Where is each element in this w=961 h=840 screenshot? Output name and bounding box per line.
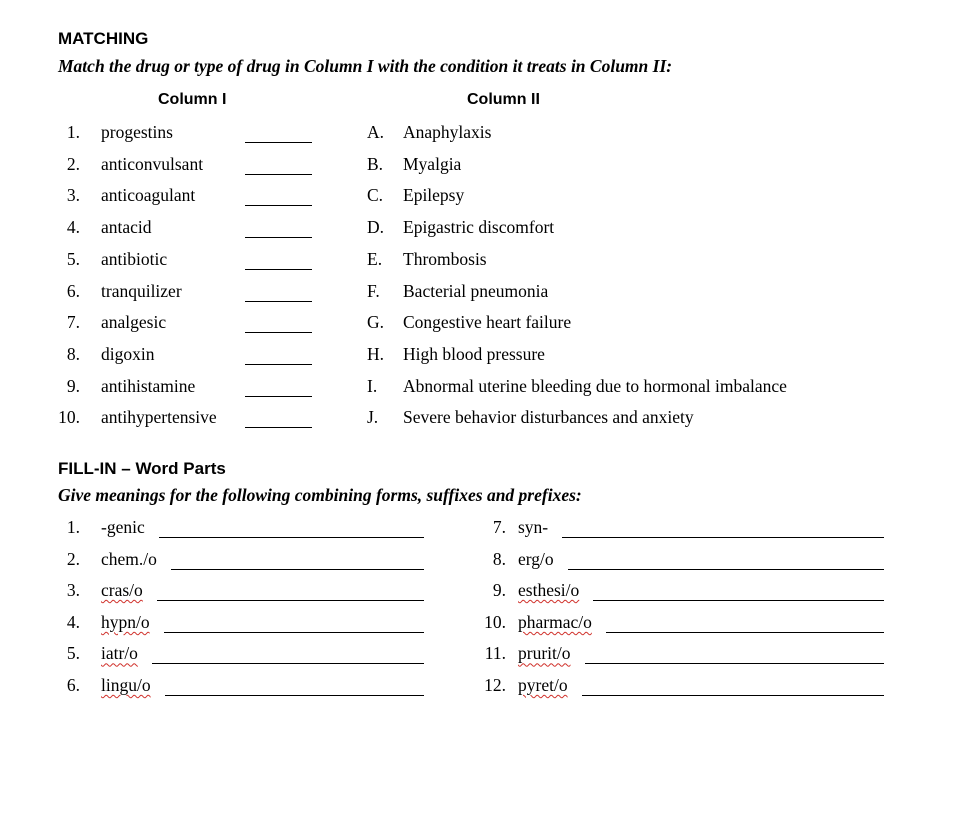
fillin-left-number: 3. <box>66 580 80 601</box>
fillin-right-term: pharmac/o <box>518 611 592 632</box>
column-2-header: Column II <box>467 91 540 108</box>
fillin-right-term: syn- <box>518 517 549 537</box>
column-1-item-text: digoxin <box>101 343 155 364</box>
column-1-item-number: 8. <box>66 343 80 364</box>
column-2-item-letter: J. <box>367 407 379 428</box>
column-1-item-number: 1. <box>66 122 80 142</box>
fillin-right-number: 12. <box>484 675 506 695</box>
meaning-blank[interactable] <box>152 663 424 664</box>
column-1-item-text: anticonvulsant <box>101 153 204 174</box>
column-2-item-text: Abnormal uterine bleeding due to hormonal imbalance <box>403 375 787 396</box>
meaning-blank[interactable] <box>562 537 884 538</box>
answer-blank[interactable] <box>245 205 312 206</box>
column-1-item-number: 9. <box>66 375 80 396</box>
answer-blank[interactable] <box>245 427 312 428</box>
column-2-item-text: Severe behavior disturbances and anxiety <box>403 407 694 428</box>
answer-blank[interactable] <box>245 396 312 397</box>
column-2-item-letter: C. <box>367 185 384 206</box>
column-1-item-text: antibiotic <box>101 248 168 269</box>
answer-blank[interactable] <box>245 269 312 270</box>
column-1-item-text: anticoagulant <box>101 185 196 206</box>
meaning-blank[interactable] <box>157 600 424 601</box>
column-1-item-text: tranquilizer <box>101 280 182 301</box>
column-1-item-number: 6. <box>66 280 80 301</box>
meaning-blank[interactable] <box>159 537 424 538</box>
answer-blank[interactable] <box>245 301 312 302</box>
fillin-instruction: Give meanings for the following combining forms, suffixes and prefixes: <box>58 485 582 505</box>
fillin-right-number: 9. <box>492 580 506 601</box>
column-2-item-letter: A. <box>367 122 385 142</box>
fillin-heading: FILL-IN – Word Parts <box>58 459 226 478</box>
column-2-item-text: Anaphylaxis <box>403 122 492 142</box>
column-1-item-text: progestins <box>101 122 173 142</box>
column-2-item-letter: H. <box>367 343 385 364</box>
column-2-item-text: Bacterial pneumonia <box>403 280 549 301</box>
answer-blank[interactable] <box>245 142 312 143</box>
column-2-item-letter: G. <box>367 312 385 333</box>
column-2-item-text: Myalgia <box>403 153 462 174</box>
column-1-item-number: 4. <box>66 217 80 238</box>
matching-instruction: Match the drug or type of drug in Column I with the condition it treats in Column II: <box>58 56 673 76</box>
column-2-item-text: Epigastric discomfort <box>403 217 555 238</box>
column-1-item-number: 5. <box>66 248 80 269</box>
fillin-left-term: hypn/o <box>101 611 150 632</box>
meaning-blank[interactable] <box>582 695 884 696</box>
fillin-left-term: chem./o <box>101 548 157 569</box>
column-2-item-text: Congestive heart failure <box>403 312 572 333</box>
answer-blank[interactable] <box>245 364 312 365</box>
column-1-item-text: antihistamine <box>101 375 196 396</box>
column-1-item-text: antihypertensive <box>101 407 217 428</box>
fillin-left-number: 2. <box>66 548 80 569</box>
column-2-item-text: Thrombosis <box>403 248 487 269</box>
fillin-left-number: 5. <box>66 643 80 664</box>
fillin-right-number: 7. <box>492 517 506 537</box>
answer-blank[interactable] <box>245 332 312 333</box>
fillin-left-term: cras/o <box>101 580 143 601</box>
meaning-blank[interactable] <box>585 663 884 664</box>
column-1-item-number: 10. <box>58 407 80 428</box>
answer-blank[interactable] <box>245 174 312 175</box>
fillin-right-term: erg/o <box>518 548 554 569</box>
matching-heading: MATCHING <box>58 29 149 48</box>
column-2-item-text: Epilepsy <box>403 185 465 206</box>
fillin-left-term: -genic <box>101 517 145 537</box>
fillin-left-term: iatr/o <box>101 643 138 664</box>
meaning-blank[interactable] <box>171 569 424 570</box>
column-1-item-number: 7. <box>66 312 80 333</box>
column-1-item-text: analgesic <box>101 312 167 333</box>
column-2-item-letter: F. <box>367 280 380 301</box>
fillin-right-number: 10. <box>484 611 506 632</box>
fillin-left-number: 1. <box>66 517 80 537</box>
fillin-right-term: prurit/o <box>518 643 571 664</box>
fillin-right-number: 8. <box>492 548 506 569</box>
column-2-item-letter: E. <box>367 248 383 269</box>
fillin-left-term: lingu/o <box>101 675 151 695</box>
meaning-blank[interactable] <box>568 569 884 570</box>
meaning-blank[interactable] <box>165 695 424 696</box>
fillin-left-number: 6. <box>66 675 80 695</box>
meaning-blank[interactable] <box>164 632 424 633</box>
answer-blank[interactable] <box>245 237 312 238</box>
fillin-right-term: esthesi/o <box>518 580 580 601</box>
column-1-item-number: 3. <box>66 185 80 206</box>
column-1-header: Column I <box>158 91 227 108</box>
column-2-item-letter: B. <box>367 153 384 174</box>
column-2-item-letter: D. <box>367 217 385 238</box>
fillin-left-number: 4. <box>66 611 80 632</box>
column-1-item-text: antacid <box>101 217 152 238</box>
meaning-blank[interactable] <box>606 632 884 633</box>
column-2-item-text: High blood pressure <box>403 343 545 364</box>
fillin-right-number: 11. <box>484 643 506 664</box>
column-1-item-number: 2. <box>66 153 80 174</box>
meaning-blank[interactable] <box>593 600 884 601</box>
column-2-item-letter: I. <box>367 375 378 396</box>
fillin-right-term: pyret/o <box>518 675 568 695</box>
